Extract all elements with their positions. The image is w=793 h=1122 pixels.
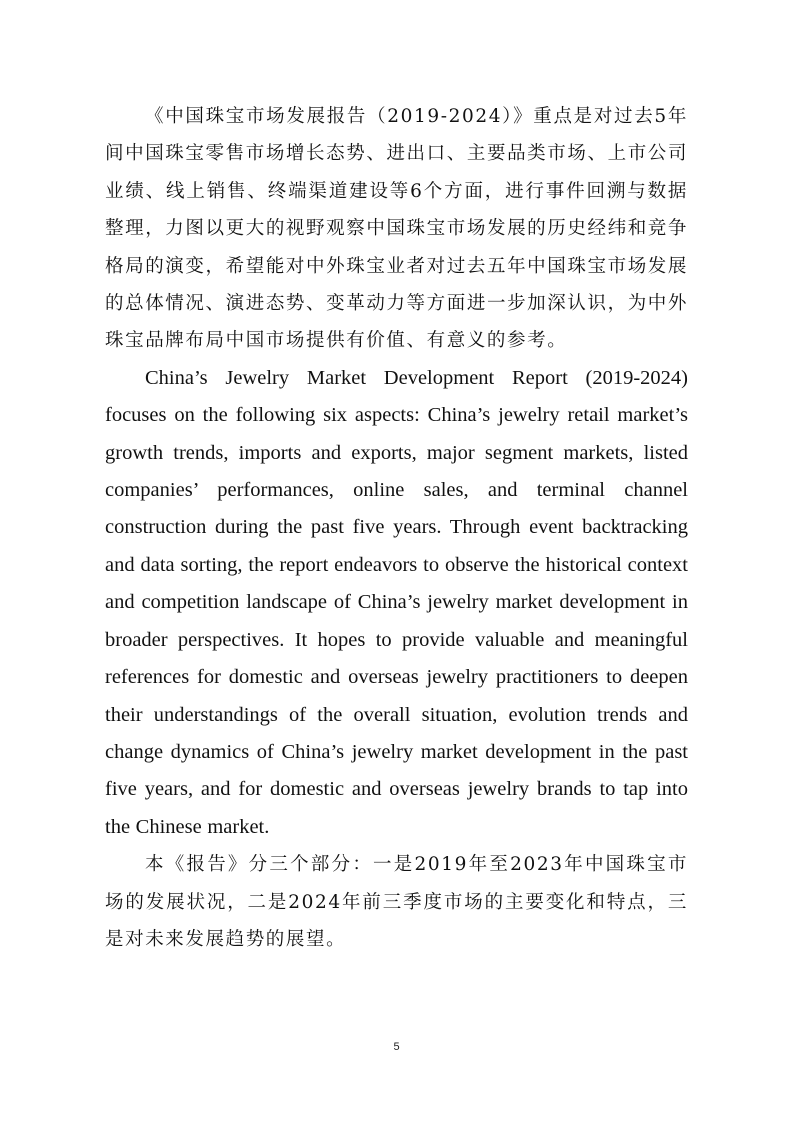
page-number: 5	[393, 1041, 400, 1053]
intro-paragraph-chinese: 《中国珠宝市场发展报告（2019-2024）》重点是对过去5年间中国珠宝零售市场增长态势、进出口、主要品类市场、上市公司业绩、线上销售、终端渠道建设等6个方面，进行事件回溯与数据整理，力图以更大的视野观察中国珠宝市场发展的历史经纬和竞争格局的演变，希望能对中外珠宝业者对过去五年中国珠宝市场发展的总体情况、演进态势、变革动力等方面进一步加深认识，为中外珠宝品牌布局中国市场提供有价值、有意义的参考。	[105, 106, 688, 352]
report-structure-paragraph: 本《报告》分三个部分：一是2019年至2023年中国珠宝市场的发展状况，二是2024年前三季度市场的主要变化和特点，三是对未来发展趋势的展望。	[105, 854, 688, 950]
intro-paragraph-english: China’s Jewelry Market Development Report (2019-2024) focuses on the following six aspects: China’s jewelry retail market’s growth trends, imports and exports, major segment markets, listed companies’ performances, online sales, and terminal channel construction during the past five years. Through event backtracking and data sorting, the report endeavors to observe the historical context and competition landscape of China’s jewelry market development in broader perspectives. It hopes to provide valuable and meaningful references for domestic and overseas jewelry practitioners to deepen their understandings of the overall situation, evolution trends and change dynamics of China’s jewelry market development in the past five years, and for domestic and overseas jewelry brands to tap into the Chinese market.	[105, 366, 688, 838]
body-text	[105, 98, 688, 958]
